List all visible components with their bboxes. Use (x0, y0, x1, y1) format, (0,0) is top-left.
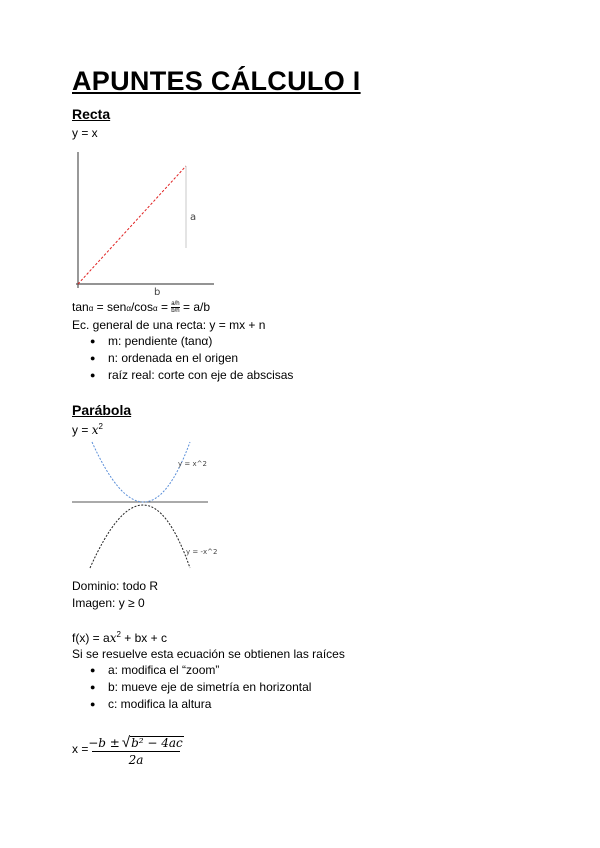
resolve-sentence: Si se resuelve esta ecuación se obtienen las raíces (72, 647, 345, 661)
list-item: ● raíz real: corte con eje de abscisas (90, 367, 293, 384)
dominio: Dominio: todo R (72, 579, 159, 593)
parabola-bullet-list (90, 662, 311, 713)
list-item: ● n: ordenada en el origen (90, 350, 293, 367)
tan-text: tan (72, 300, 89, 314)
sqrt-symbol: √ (121, 734, 131, 751)
label-down: y = -x^2 (186, 548, 218, 556)
general-equation: Ec. general de una recta: y = mx + n (72, 318, 266, 332)
equals-text: = (157, 300, 172, 314)
page-title: APUNTES CÁLCULO I (72, 66, 361, 96)
label-up: y = x^2 (178, 460, 207, 468)
ratio-result: = a/b (179, 300, 210, 314)
alpha-symbol: α (126, 304, 131, 313)
fx-var: x (109, 631, 117, 645)
section-heading-recta: Recta (72, 106, 111, 122)
fraction-denominator: b/h (171, 308, 180, 315)
list-item: ● b: mueve eje de simetría en horizontal (90, 679, 311, 696)
fx-exp: 2 (116, 630, 121, 639)
label-a: a (190, 212, 197, 223)
line-graph (72, 148, 222, 298)
fraction-numerator: a/h (171, 301, 180, 308)
eq-exp: 2 (98, 422, 103, 431)
formula-minus-b: −b ± (88, 736, 120, 750)
fx-suffix: + bx + c (120, 631, 167, 645)
alpha-symbol: α (88, 304, 94, 313)
eq-prefix: y = (72, 423, 92, 437)
section-heading-parabola: Parábola (72, 402, 132, 418)
curve-y-equals-x-squared (92, 442, 190, 502)
parabola-graph (72, 438, 218, 578)
fx-prefix: f(x) = a (72, 631, 110, 645)
formula-radicand: b² − 4ac (131, 736, 183, 750)
list-item: ● a: modifica el “zoom” (90, 662, 311, 679)
tangent-relation (72, 300, 210, 314)
label-b: b (154, 287, 161, 298)
fx-equation (72, 630, 167, 645)
recta-equation: y = x (72, 126, 98, 140)
list-item: ● c: modifica la altura (90, 696, 311, 713)
quadratic-formula (88, 730, 183, 767)
imagen: Imagen: y ≥ 0 (72, 596, 145, 610)
eq-var: x (91, 423, 99, 437)
ratio-fraction (171, 301, 179, 314)
alpha-symbol: α (152, 304, 158, 313)
formula-denominator: 2a (128, 753, 144, 767)
parabola-equation (72, 422, 103, 437)
formula-prefix: x = (72, 742, 89, 756)
cos-text: /cos (130, 300, 153, 314)
curve-y-equals-minus-x-squared (90, 505, 190, 568)
list-item: ● m: pendiente (tanα) (90, 333, 293, 350)
line-y-equals-x (78, 166, 186, 284)
formula-numerator (88, 730, 183, 752)
recta-bullet-list (90, 333, 293, 384)
sen-text: = sen (93, 300, 127, 314)
